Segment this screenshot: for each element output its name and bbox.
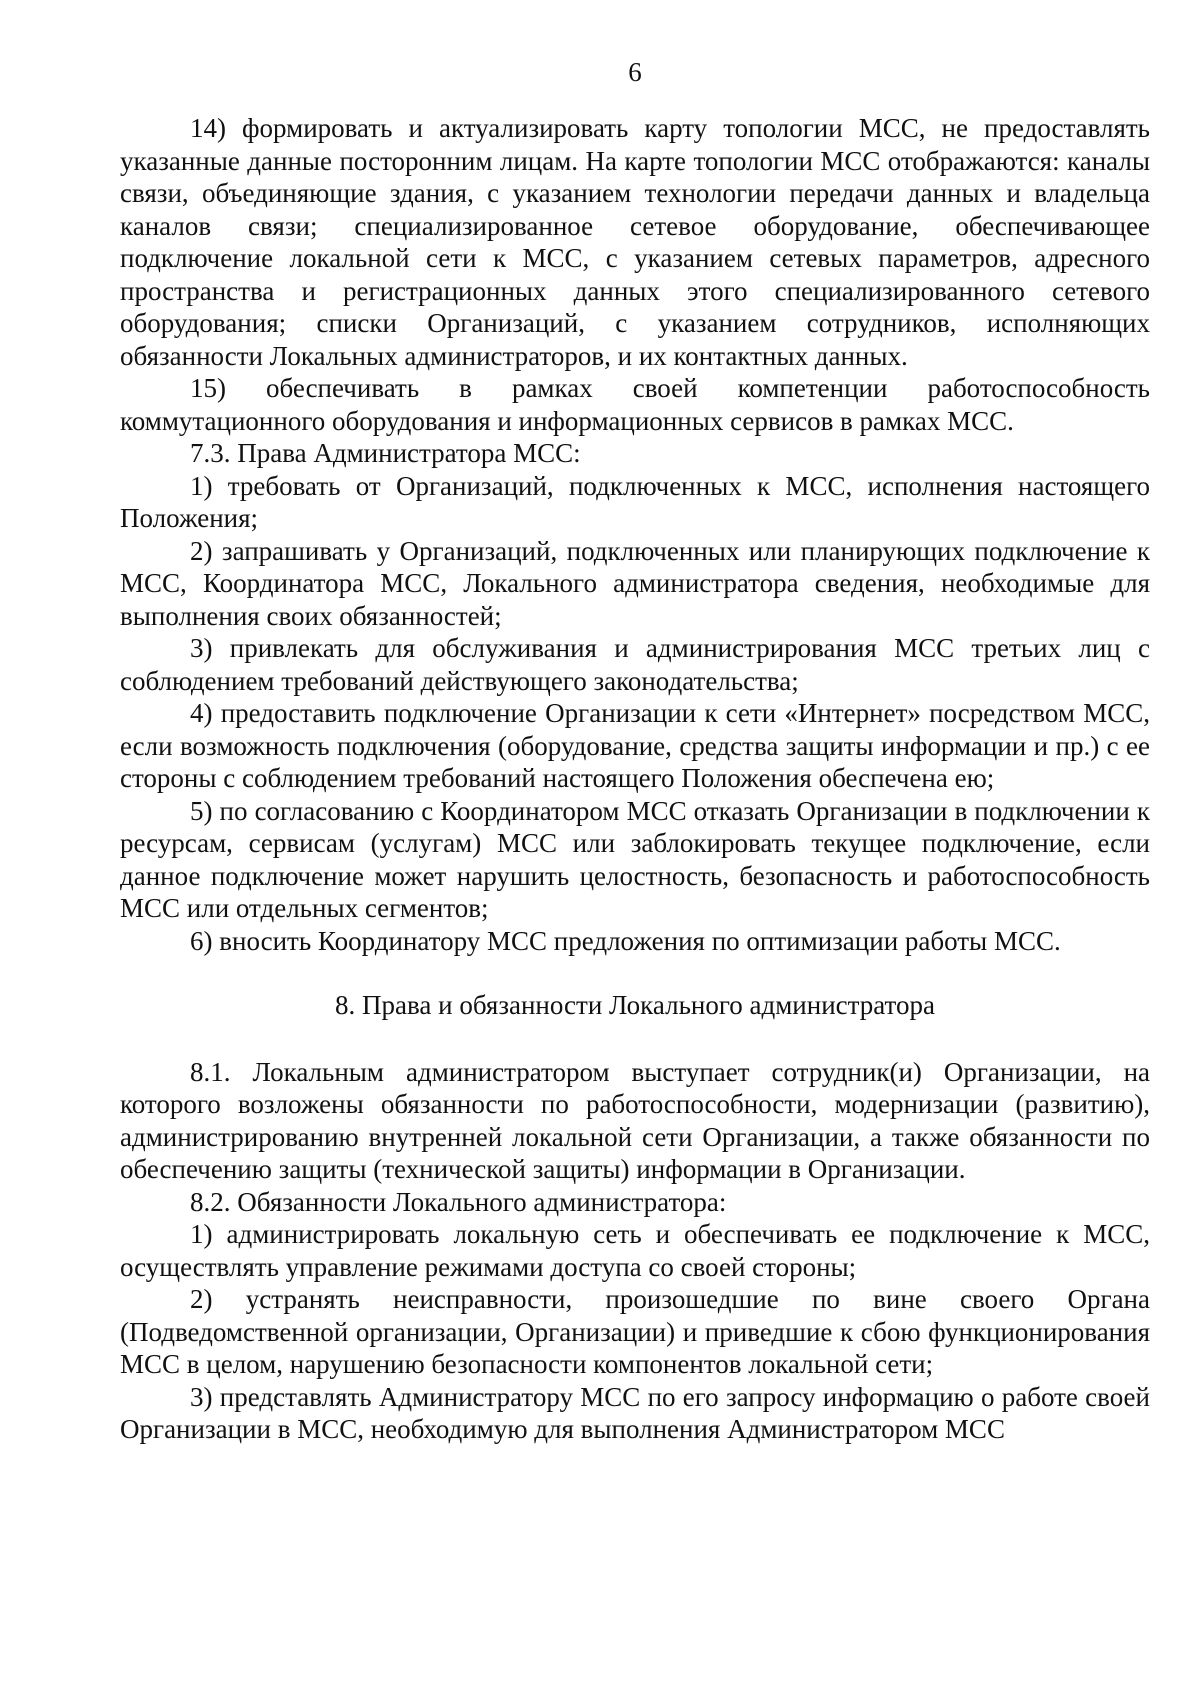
paragraph-duty-2: 2) устранять неисправности, произошедшие по вине своего Органа (Подведомственной организации, Организации) и приведшие к сбою функционирования МСС в целом, нарушению безопасности компонентов локальной сети; xyxy=(120,1284,1150,1379)
section-heading: 8. Права и обязанности Локального администратора xyxy=(335,990,935,1020)
paragraph-right-3: 3) привлекать для обслуживания и администрирования МСС третьих лиц с соблюдением требований действующего законодательства; xyxy=(120,633,1150,696)
paragraph-right-1: 1) требовать от Организаций, подключенных к МСС, исполнения настоящего Положения; xyxy=(120,470,1150,533)
paragraph-right-6: 6) вносить Координатору МСС предложения по оптимизации работы МСС. xyxy=(190,925,1061,956)
paragraph-duty-1: 1) администрировать локальную сеть и обеспечивать ее подключение к МСС, осуществлять управление режимами доступа со своей стороны; xyxy=(120,1219,1150,1282)
paragraph-item-14: 14) формировать и актуализировать карту топологии МСС, не предоставлять указанные данные посторонним лицам. На карте топологии МСС отображаются: каналы связи, объединяющие здания, с указанием технологии передачи данных и владельца каналов связи; специализированное сетевое оборудование, обеспечивающее подключение локальной сети к МСС, с указанием сетевых параметров, адресного пространства и регистрационных данных этого специализированного сетевого оборудования; списки Организаций, с указанием сотрудников, исполняющих обязанности Локальных администраторов, и их контактных данных. xyxy=(120,113,1150,371)
paragraph-right-5: 5) по согласованию с Координатором МСС отказать Организации в подключении к ресурсам, сервисам (услугам) МСС или заблокировать текущее подключение, если данное подключение может нарушить целостность, безопасность и работоспособность МСС или отдельных сегментов; xyxy=(120,795,1150,923)
paragraph-item-15: 15) обеспечивать в рамках своей компетенции работоспособность коммутационного оборудования и информационных сервисов в рамках МСС. xyxy=(120,373,1150,436)
paragraph-duty-3: 3) представлять Администратору МСС по его запросу информацию о работе своей Организации в МСС, необходимую для выполнения Администратором МСС xyxy=(120,1381,1150,1444)
paragraph-8-2-heading: 8.2. Обязанности Локального администратора: xyxy=(190,1186,727,1217)
paragraph-right-4: 4) предоставить подключение Организации к сети «Интернет» посредством МСС, если возможность подключения (оборудование, средства защиты информации и пр.) с ее стороны с соблюдением требований настоящего Положения обеспечена ею; xyxy=(120,698,1150,793)
page-number: 6 xyxy=(628,57,642,87)
paragraph-right-2: 2) запрашивать у Организаций, подключенных или планирующих подключение к МСС, Координатора МСС, Локального администратора сведения, необходимые для выполнения своих обязанностей; xyxy=(120,535,1150,631)
document-body xyxy=(120,112,1150,1446)
paragraph-8-1: 8.1. Локальным администратором выступает сотрудник(и) Организации, на которого возложены обязанности по работоспособности, модернизации (развитию), администрированию внутренней локальной сети Организации, а также обязанности по обеспечению защиты (технической защиты) информации в Организации. xyxy=(120,1056,1150,1184)
paragraph-7-3-heading: 7.3. Права Администратора МСС: xyxy=(190,438,581,468)
